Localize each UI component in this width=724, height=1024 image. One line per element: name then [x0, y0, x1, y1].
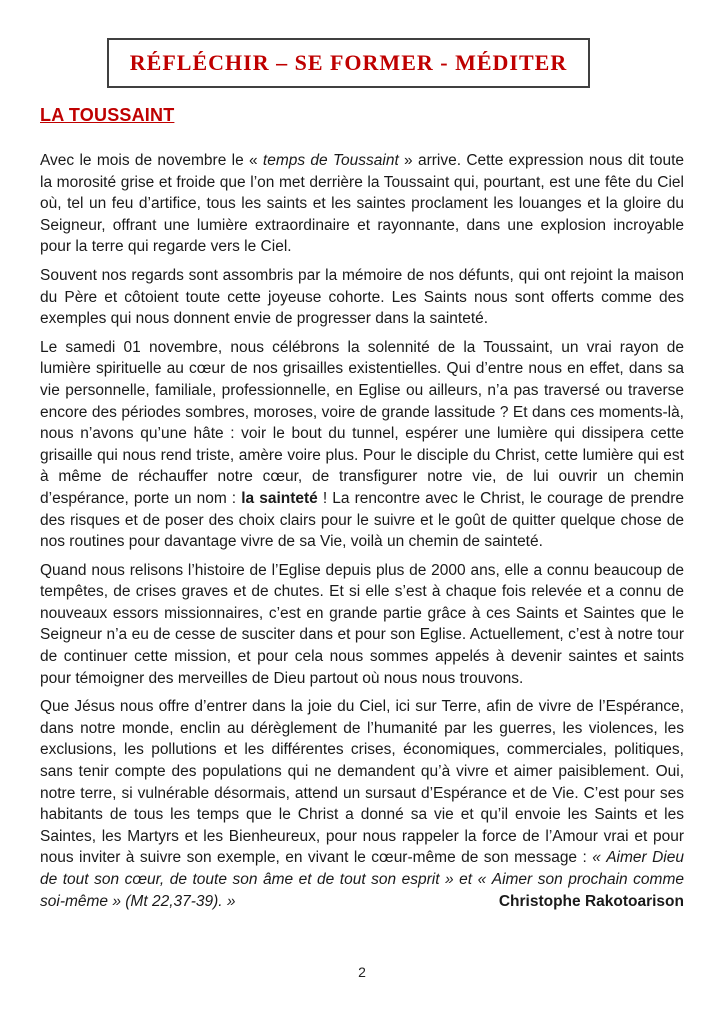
text-segment: Souvent nos regards sont assombris par la mémoire de nos défunts, qui ont rejoint la maison du Père et côtoient toute cette joyeuse cohorte. Les Saints nous sont offerts comme des exemples qui nous donnent envie de progresser dans la sainteté.	[40, 266, 684, 328]
text-segment: Le samedi 01 novembre, nous célébrons la solennité de la Toussaint, un vrai rayon de lumière spirituelle au cœur de nos grisailles existentielles. Qui d’entre nous en effet, dans sa vie personnelle, familiale, professionnelle, en Eglise ou ailleurs, n’a pas traversé ou traverse encore des périodes sombres, moroses, voire de grande lassitude ? Et dans ces moments-là, nous n’avons qu’une hâte : voir le bout du tunnel, espérer une lumière qui dissipera cette grisaille qui nous rend triste, amère voire plus. Pour le disciple du Christ, cette lumière qui est à même de réchauffer notre cœur, de transfigurer notre vie, de lui ouvrir un chemin d’espérance, porte un nom :	[40, 338, 684, 507]
text-segment: « Aimer Dieu de tout son cœur, de toute son âme et de tout son esprit » et « Aimer son prochain comme soi-même » (Mt 22,37-39). »	[40, 849, 684, 910]
banner-title: RÉFLÉCHIR – SE FORMER - MÉDITER	[129, 50, 568, 75]
text-segment: Quand nous relisons l’histoire de l’Eglise depuis plus de 2000 ans, elle a connu beaucoup de tempêtes, de crises graves et de chutes. Et si elle s’est à chaque fois relevée et a connu de nouveaux essors missionnaires, c’est en grande partie grâce à ces Saints et Saintes que le Seigneur n’a eu de cesse de susciter dans et pour son Eglise. Actuellement, c’est à notre tour de continuer cette mission, et pour cela nous sommes appelés à devenir saintes et saints pour témoigner des merveilles de Dieu partout où nous nous trouvons.	[40, 561, 684, 687]
text-segment: Avec le mois de novembre le «	[40, 152, 263, 169]
paragraph	[40, 337, 684, 553]
text-segment: temps de Toussaint	[262, 152, 399, 169]
text-segment: Que Jésus nous offre d’entrer dans la joie du Ciel, ici sur Terre, afin de vivre de l’Espérance, dans notre monde, enclin au dérèglement de l’humanité par les guerres, les violences, les exclusions, les pollutions et les différentes crises, économiques, commerciales, politiques, sans tenir compte des populations qui ne demandent qu’à vivre et aimer paisiblement. Oui, notre terre, si vulnérable désormais, attend un sursaut d’Espérance et de Vie. C’est pour ses habitants de tous les temps que le Christ a donné sa vie et qu’il envoie les Saints et les Saintes, les Martyrs et les Bienheureux, pour nous rappeler la force de l’Amour vrai et pour nous inviter à suivre son exemple, en vivant le cœur-même de son message :	[40, 698, 684, 867]
paragraph	[40, 560, 684, 690]
author-name: Christophe Rakotoarison	[498, 892, 684, 910]
text-segment: ! La rencontre avec le Christ, le courage de prendre des risques et de poser des choix clairs pour le suivre et le goût de quitter quelque chose de nos routines pour davantage vivre de sa Vie, voilà un chemin de sainteté.	[40, 489, 684, 551]
text-segment: » arrive. Cette expression nous dit toute la morosité grise et froide que l’on met derrière la Toussaint qui, pourtant, est une fête du Ciel où, tel un feu d’artifice, tous les saints et les saintes proclament les louanges et la gloire du Seigneur, offrant une lumière extraordinaire et rayonnante, dans une explosion incroyable pour la terre qui regarde vers le Ciel.	[40, 152, 684, 256]
paragraph	[40, 265, 684, 330]
page-number: 2	[358, 964, 366, 980]
paragraph	[40, 150, 684, 258]
paragraph	[40, 696, 684, 912]
section-heading: LA TOUSSAINT	[40, 105, 175, 125]
text-segment: la sainteté	[241, 489, 318, 507]
banner-box	[107, 38, 590, 88]
article-body	[40, 150, 684, 912]
